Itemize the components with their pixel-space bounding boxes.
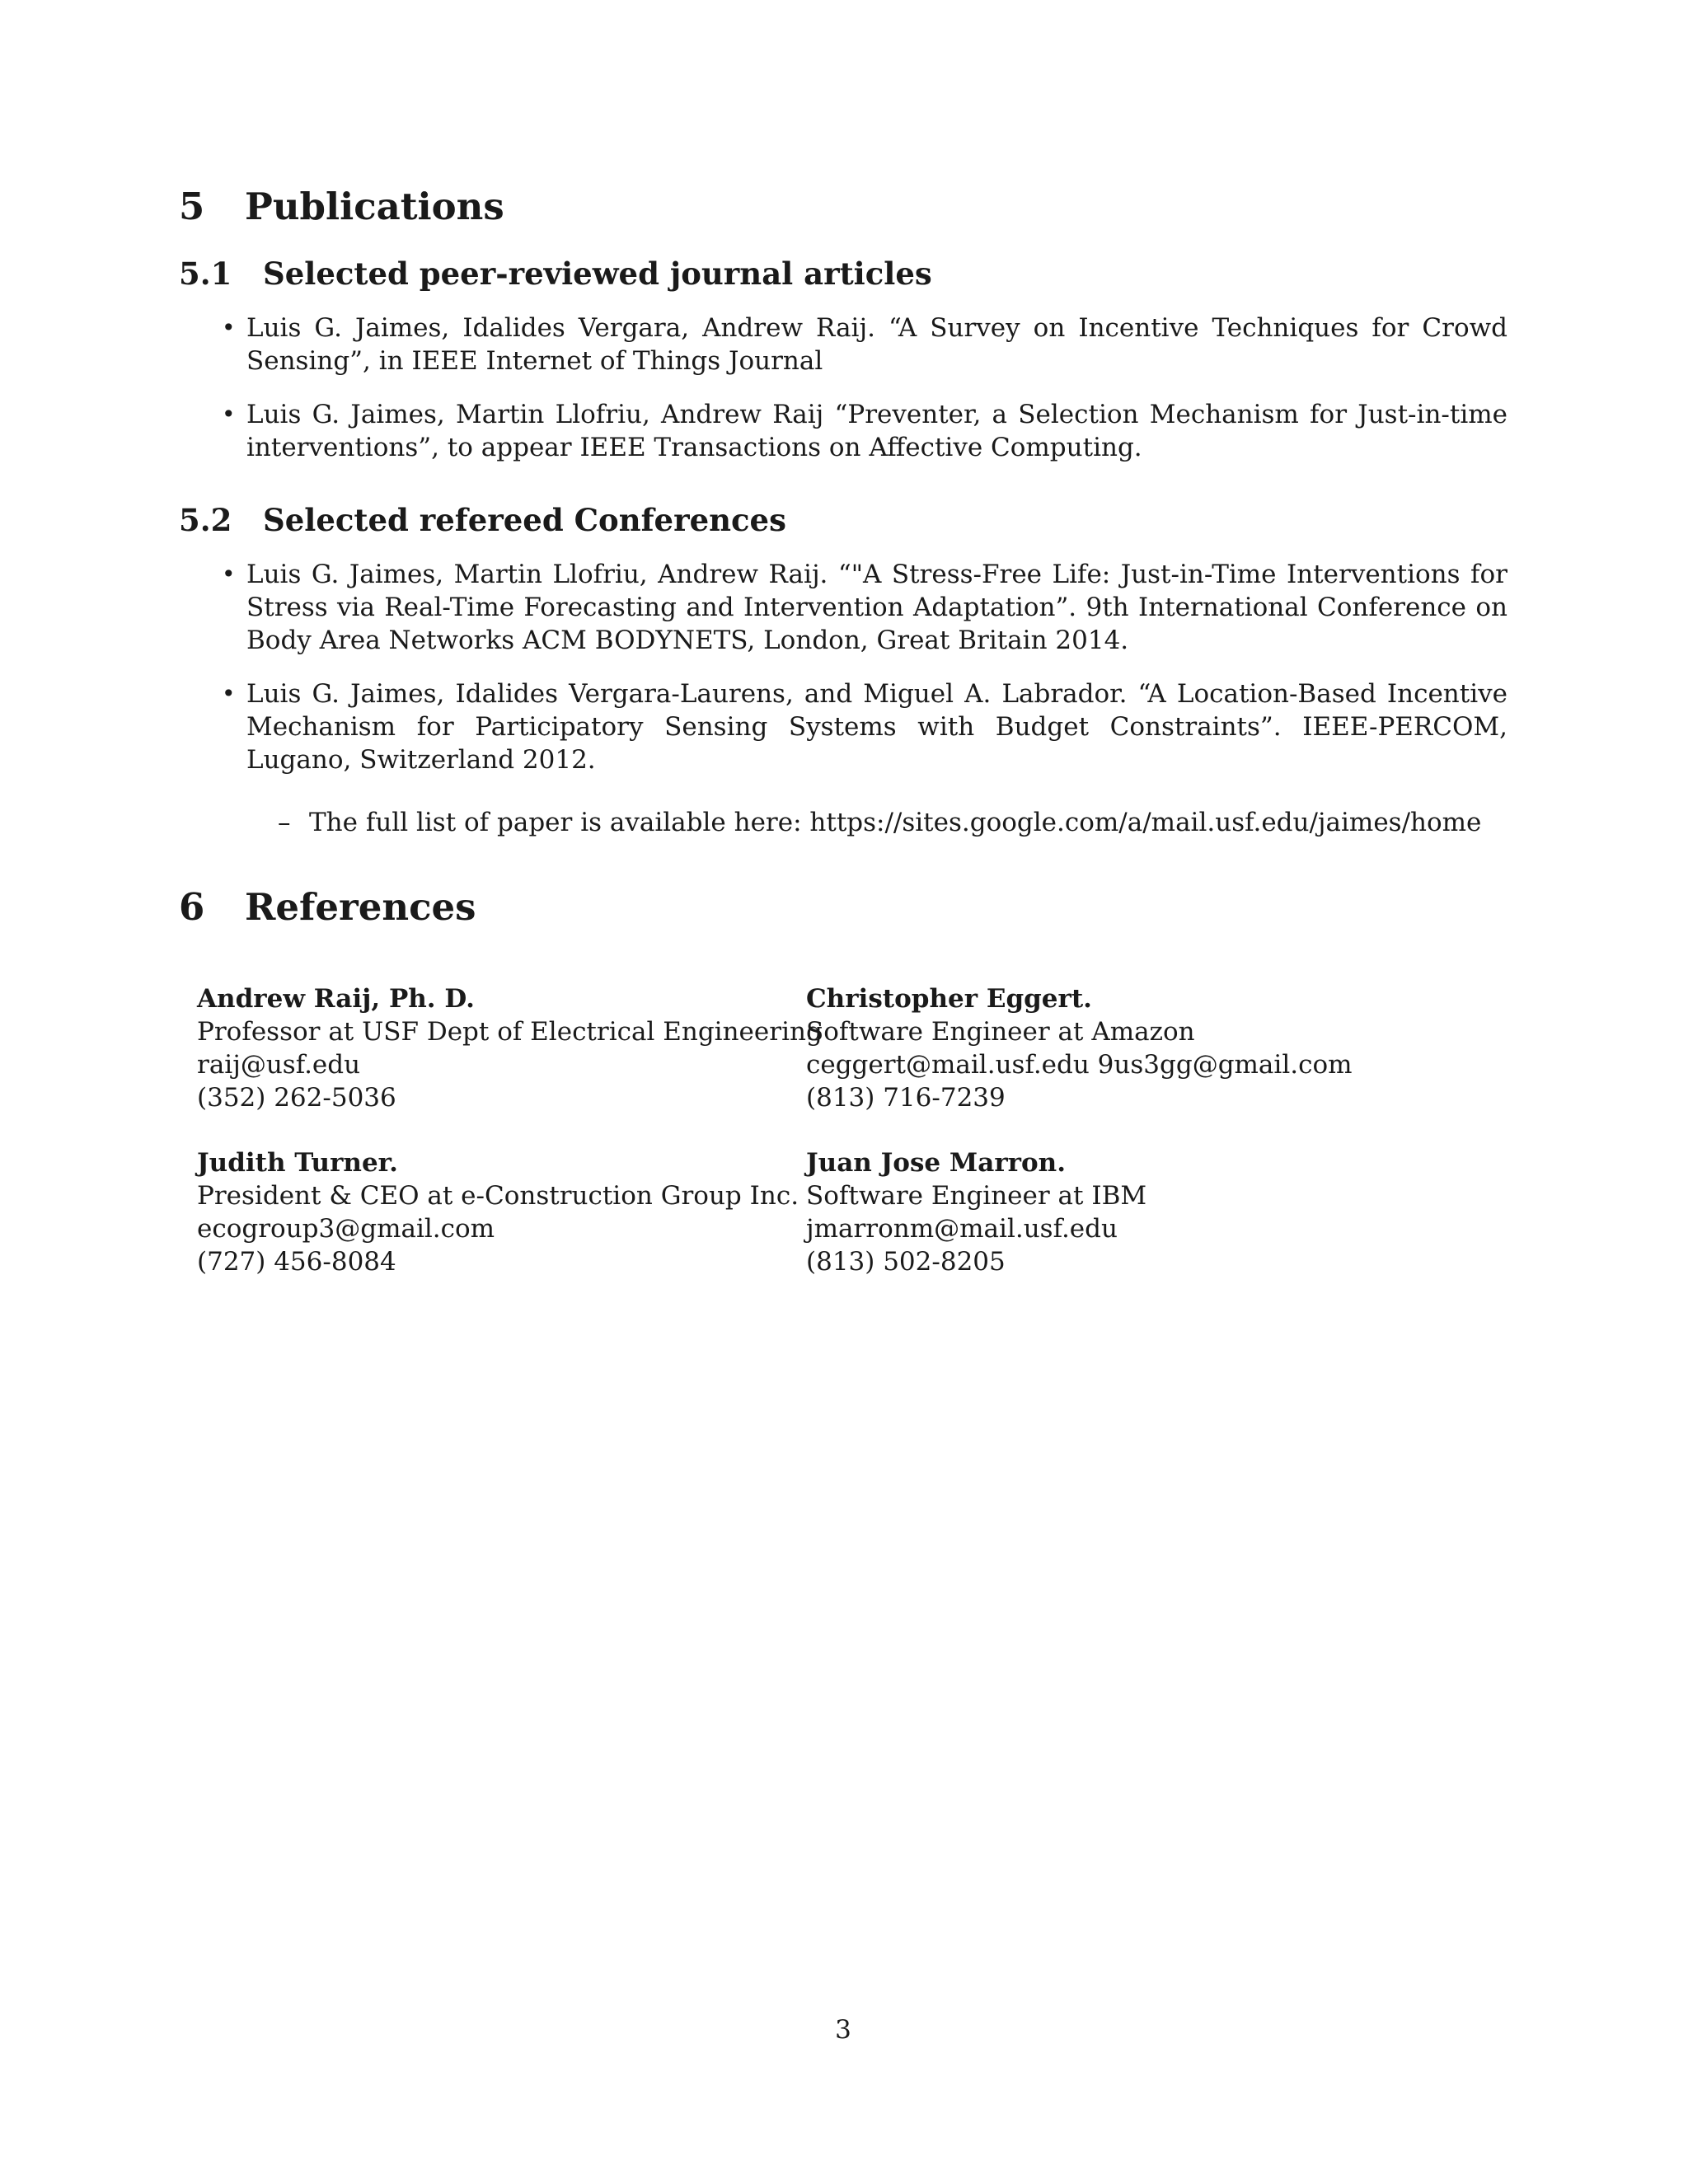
section-number: 6: [179, 885, 205, 929]
reference-email: jmarronm@mail.usf.edu: [806, 1214, 1118, 1244]
reference-email: ceggert@mail.usf.edu 9us3gg@gmail.com: [806, 1050, 1353, 1080]
list-item: [179, 677, 1507, 776]
section-title: Publications: [245, 185, 504, 228]
list-item: [179, 558, 1507, 657]
reference-role: Professor at USF Dept of Electrical Engineering: [197, 1017, 823, 1047]
conference-papers-list: [179, 558, 1507, 797]
bullet-icon: •: [222, 680, 236, 707]
reference-name: Christopher Eggert.: [806, 984, 1092, 1014]
subsection-number: 5.2: [179, 502, 232, 538]
reference-phone: (352) 262-5036: [197, 1083, 396, 1113]
journal-articles-list: [179, 312, 1507, 485]
journal-article-text: Luis G. Jaimes, Idalides Vergara, Andrew Raij. “A Survey on Incentive Techniques for Crowd Sensing”, in IEEE Internet of Things Journal: [246, 313, 1507, 376]
reference-phone: (727) 456-8084: [197, 1247, 396, 1277]
bullet-icon: •: [222, 401, 236, 428]
reference-name: Juan Jose Marron.: [806, 1148, 1067, 1178]
reference-role: Software Engineer at Amazon: [806, 1017, 1195, 1047]
reference-card: [806, 1146, 1146, 1278]
section-title: References: [245, 885, 476, 929]
document-page: [179, 0, 1507, 2184]
full-paper-list-text: The full list of paper is available here: https://sites.google.com/a/mail.usf.edu/jaimes/home: [309, 808, 1482, 837]
reference-role: President & CEO at e-Construction Group Inc.: [197, 1181, 799, 1211]
reference-email: ecogroup3@gmail.com: [197, 1214, 495, 1244]
journal-article-text: Luis G. Jaimes, Martin Llofriu, Andrew Raij “Preventer, a Selection Mechanism for Just-in-time interventions”, to appear IEEE Transactions on Affective Computing.: [246, 400, 1507, 462]
reference-card: [197, 1146, 799, 1278]
list-item: [179, 398, 1507, 464]
full-paper-list-note: [278, 806, 1481, 839]
subsection-conferences-heading: [179, 502, 786, 538]
section-publications-heading: [179, 185, 504, 229]
reference-phone: (813) 502-8205: [806, 1247, 1006, 1277]
bullet-icon: •: [222, 560, 236, 588]
reference-card: [806, 982, 1353, 1114]
subsection-title: Selected refereed Conferences: [263, 502, 786, 538]
reference-email: raij@usf.edu: [197, 1050, 361, 1080]
subsection-journals-heading: [179, 255, 932, 292]
reference-role: Software Engineer at IBM: [806, 1181, 1147, 1211]
reference-card: [197, 982, 823, 1114]
reference-name: Judith Turner.: [197, 1148, 398, 1178]
section-number: 5: [179, 185, 205, 228]
dash-icon: –: [278, 808, 291, 837]
conference-paper-text: Luis G. Jaimes, Idalides Vergara-Laurens, and Miguel A. Labrador. “A Location-Based Incentive Mechanism for Participatory Sensing Systems with Budget Constraints”. IEEE-PERCOM, Lugano, Switzerland 2012.: [246, 679, 1507, 775]
conference-paper-text: Luis G. Jaimes, Martin Llofriu, Andrew Raij. “"A Stress-Free Life: Just-in-Time Interventions for Stress via Real-Time Forecasting and Intervention Adaptation”. 9th International Conference on Body Area Networks ACM BODYNETS, London, Great Britain 2014.: [246, 560, 1507, 655]
page-number: 3: [835, 2015, 851, 2045]
section-references-heading: [179, 885, 476, 930]
reference-name: Andrew Raij, Ph. D.: [197, 984, 475, 1014]
subsection-title: Selected peer-reviewed journal articles: [263, 255, 932, 292]
subsection-number: 5.1: [179, 255, 232, 292]
reference-phone: (813) 716-7239: [806, 1083, 1006, 1113]
list-item: [179, 312, 1507, 377]
bullet-icon: •: [222, 314, 236, 341]
